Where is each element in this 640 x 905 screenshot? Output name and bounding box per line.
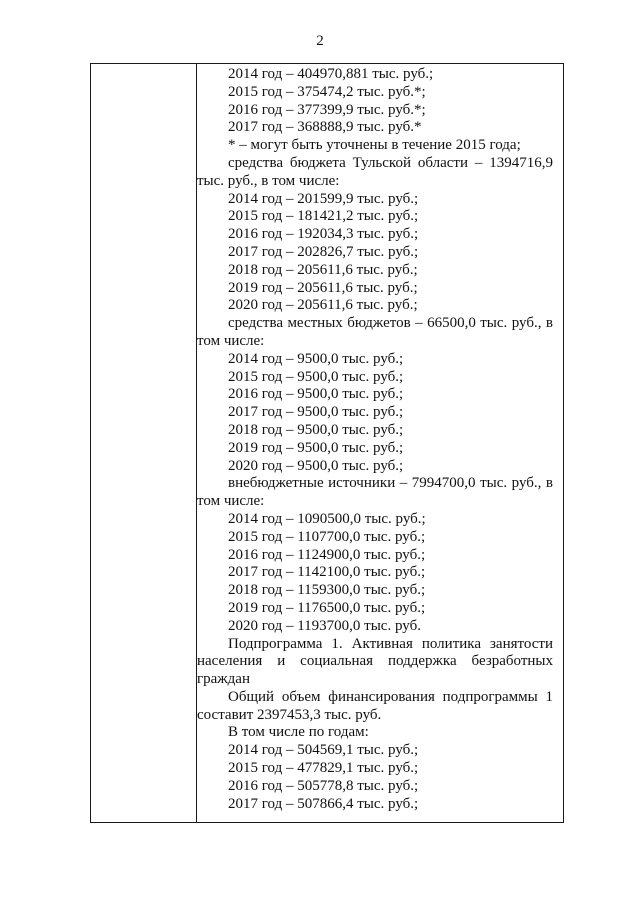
regional-budget-heading: средства бюджета Тульской области – 1394716,9 тыс. руб., в том числе:	[197, 154, 553, 189]
funding-line-2017: 2017 год – 368888,9 тыс. руб.*	[228, 119, 422, 136]
local-line-2019: 2019 год – 9500,0 тыс. руб.;	[228, 439, 404, 456]
subprogram-title: Подпрограмма 1. Активная политика занятости населения и социальная поддержка безработных граждан	[197, 635, 553, 688]
subprogram-line-2015: 2015 год – 477829,1 тыс. руб.;	[228, 760, 419, 777]
subprogram-total: Общий объем финансирования подпрограммы 1 составит 2397453,3 тыс. руб.	[197, 688, 553, 723]
regional-line-2017: 2017 год – 202826,7 тыс. руб.;	[228, 243, 419, 260]
regional-line-2018: 2018 год – 205611,6 тыс. руб.;	[228, 261, 418, 278]
extra-line-2019: 2019 год – 1176500,0 тыс. руб.;	[228, 599, 426, 616]
by-years-heading: В том числе по годам:	[228, 724, 369, 741]
funding-line-2015: 2015 год – 375474,2 тыс. руб.*;	[228, 83, 426, 100]
funding-line-2014: 2014 год – 404970,881 тыс. руб.;	[228, 66, 434, 82]
regional-line-2014: 2014 год – 201599,9 тыс. руб.;	[228, 190, 419, 207]
regional-line-2020: 2020 год – 205611,6 тыс. руб.;	[228, 297, 418, 314]
extra-line-2014: 2014 год – 1090500,0 тыс. руб.;	[228, 510, 426, 527]
extra-line-2020: 2020 год – 1193700,0 тыс. руб.	[228, 617, 421, 634]
extra-line-2018: 2018 год – 1159300,0 тыс. руб.;	[228, 582, 426, 599]
program-table	[90, 63, 564, 823]
extra-line-2016: 2016 год – 1124900,0 тыс. руб.;	[228, 546, 426, 563]
funding-line-2016: 2016 год – 377399,9 тыс. руб.*;	[228, 101, 426, 118]
local-budget-heading: средства местных бюджетов – 66500,0 тыс. руб., в том числе:	[197, 315, 553, 349]
funding-cell	[197, 66, 557, 813]
subprogram-line-2014: 2014 год – 504569,1 тыс. руб.;	[228, 742, 419, 759]
local-line-2020: 2020 год – 9500,0 тыс. руб.;	[228, 457, 404, 474]
regional-line-2015: 2015 год – 181421,2 тыс. руб.;	[228, 208, 419, 225]
local-line-2018: 2018 год – 9500,0 тыс. руб.;	[228, 421, 404, 438]
local-line-2014: 2014 год – 9500,0 тыс. руб.;	[228, 350, 404, 367]
local-line-2015: 2015 год – 9500,0 тыс. руб.;	[228, 368, 404, 385]
footnote: * – могут быть уточнены в течение 2015 года;	[228, 137, 521, 154]
extra-line-2015: 2015 год – 1107700,0 тыс. руб.;	[228, 528, 426, 545]
local-line-2017: 2017 год – 9500,0 тыс. руб.;	[228, 404, 404, 421]
extra-budget-heading: внебюджетные источники – 7994700,0 тыс. руб., в том числе:	[197, 475, 553, 510]
subprogram-line-2017: 2017 год – 507866,4 тыс. руб.;	[228, 795, 419, 812]
regional-line-2016: 2016 год – 192034,3 тыс. руб.;	[228, 226, 419, 243]
regional-line-2019: 2019 год – 205611,6 тыс. руб.;	[228, 279, 418, 296]
page-number: 2	[316, 33, 324, 49]
subprogram-line-2016: 2016 год – 505778,8 тыс. руб.;	[228, 777, 419, 794]
local-line-2016: 2016 год – 9500,0 тыс. руб.;	[228, 386, 404, 403]
extra-line-2017: 2017 год – 1142100,0 тыс. руб.;	[228, 564, 426, 581]
